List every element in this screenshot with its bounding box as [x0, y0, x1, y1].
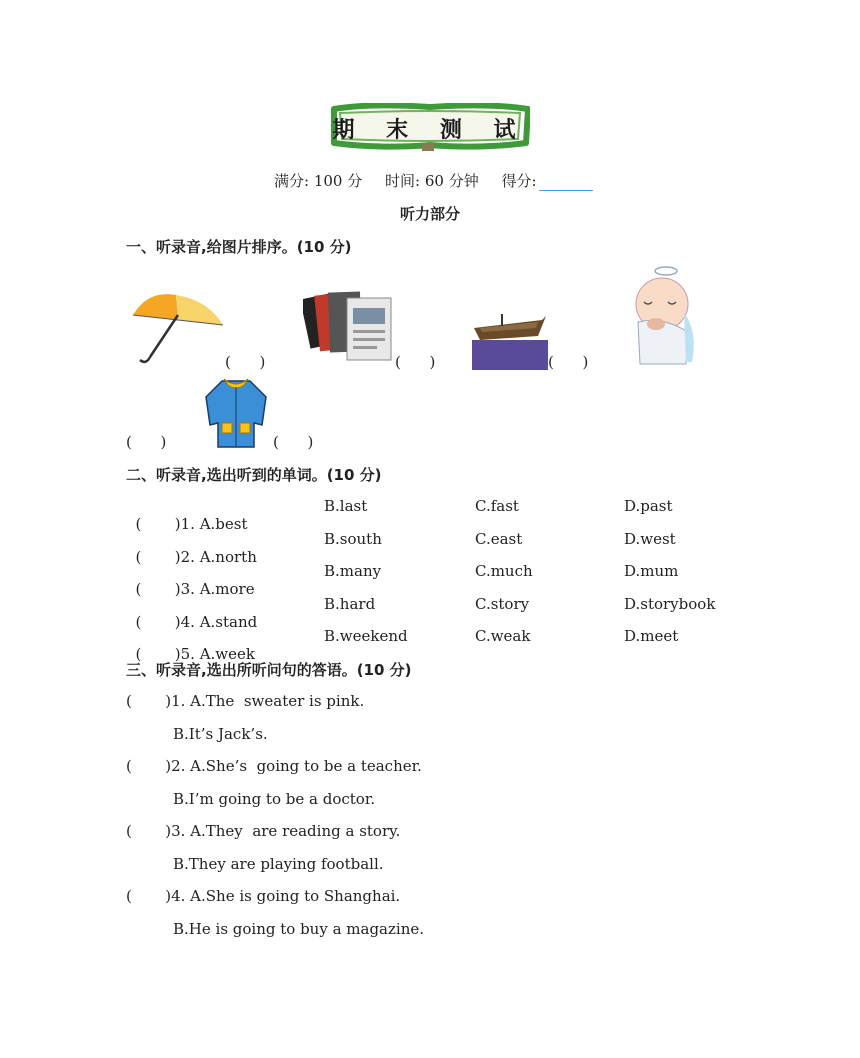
question-option-a[interactable]: ( )1. A.The sweater is pink. — [126, 692, 365, 710]
option-d[interactable]: D.west — [624, 530, 676, 548]
option-c[interactable]: C.fast — [475, 497, 519, 515]
question-option-a[interactable]: ( )5. A.week — [135, 645, 255, 663]
option-c[interactable]: C.much — [475, 562, 533, 580]
time-limit: 时间: 60 分钟 — [385, 172, 479, 190]
question-option-a[interactable]: ( )4. A.stand — [135, 613, 258, 631]
question-option-a[interactable]: ( )2. A.north — [135, 548, 257, 566]
question-row — [126, 530, 257, 566]
option-c[interactable]: C.weak — [475, 627, 531, 645]
answer-blank-2[interactable]: ( ) — [395, 353, 436, 371]
option-b[interactable]: B.They are playing football. — [173, 855, 384, 873]
question-row — [126, 595, 257, 631]
answer-blank-3[interactable]: ( ) — [548, 353, 589, 371]
option-b[interactable]: B.weekend — [324, 627, 408, 645]
answer-blank-1[interactable]: ( ) — [225, 353, 266, 371]
section1-title: 一、听录音,给图片排序。(10 分) — [126, 238, 352, 256]
boat-icon — [472, 306, 548, 370]
question-option-a[interactable]: ( )3. A.They are reading a story. — [126, 822, 401, 840]
full-score: 满分: 100 分 — [274, 172, 363, 190]
section3-title: 三、听录音,选出所听问句的答语。(10 分) — [126, 661, 412, 679]
option-d[interactable]: D.mum — [624, 562, 679, 580]
option-b[interactable]: B.hard — [324, 595, 376, 613]
question-option-a[interactable]: ( )3. A.more — [135, 580, 255, 598]
answer-blank-5[interactable]: ( ) — [273, 433, 314, 451]
question-option-a[interactable]: ( )4. A.She is going to Shanghai. — [126, 887, 401, 905]
umbrella-icon — [128, 285, 228, 367]
part-title: 听力部分 — [399, 205, 460, 223]
option-b[interactable]: B.south — [324, 530, 382, 548]
question-option-a[interactable]: ( )2. A.She’s going to be a teacher. — [126, 757, 422, 775]
option-d[interactable]: D.past — [624, 497, 673, 515]
score-label: 得分: — [501, 172, 537, 190]
option-b[interactable]: B.It’s Jack’s. — [173, 725, 268, 743]
score-blank[interactable] — [539, 176, 593, 191]
crying-baby-icon — [628, 262, 700, 368]
option-d[interactable]: D.storybook — [624, 595, 716, 613]
question-option-a[interactable]: ( )1. A.best — [135, 515, 248, 533]
title-banner — [330, 103, 530, 151]
exam-meta — [274, 170, 611, 191]
option-c[interactable]: C.story — [475, 595, 530, 613]
option-b[interactable]: B.many — [324, 562, 382, 580]
section2-title: 二、听录音,选出听到的单词。(10 分) — [126, 466, 382, 484]
option-d[interactable]: D.meet — [624, 627, 679, 645]
magazines-icon — [303, 286, 395, 364]
answer-blank-4[interactable]: ( ) — [126, 433, 167, 451]
option-b[interactable]: B.last — [324, 497, 368, 515]
question-row — [126, 627, 255, 663]
option-c[interactable]: C.east — [475, 530, 523, 548]
question-row — [126, 562, 255, 598]
coat-icon — [202, 375, 270, 449]
option-b[interactable]: B.I’m going to be a doctor. — [173, 790, 376, 808]
option-b[interactable]: B.He is going to buy a magazine. — [173, 920, 425, 938]
question-row — [126, 497, 248, 533]
page-title: 期 末 测 试 — [332, 118, 528, 143]
